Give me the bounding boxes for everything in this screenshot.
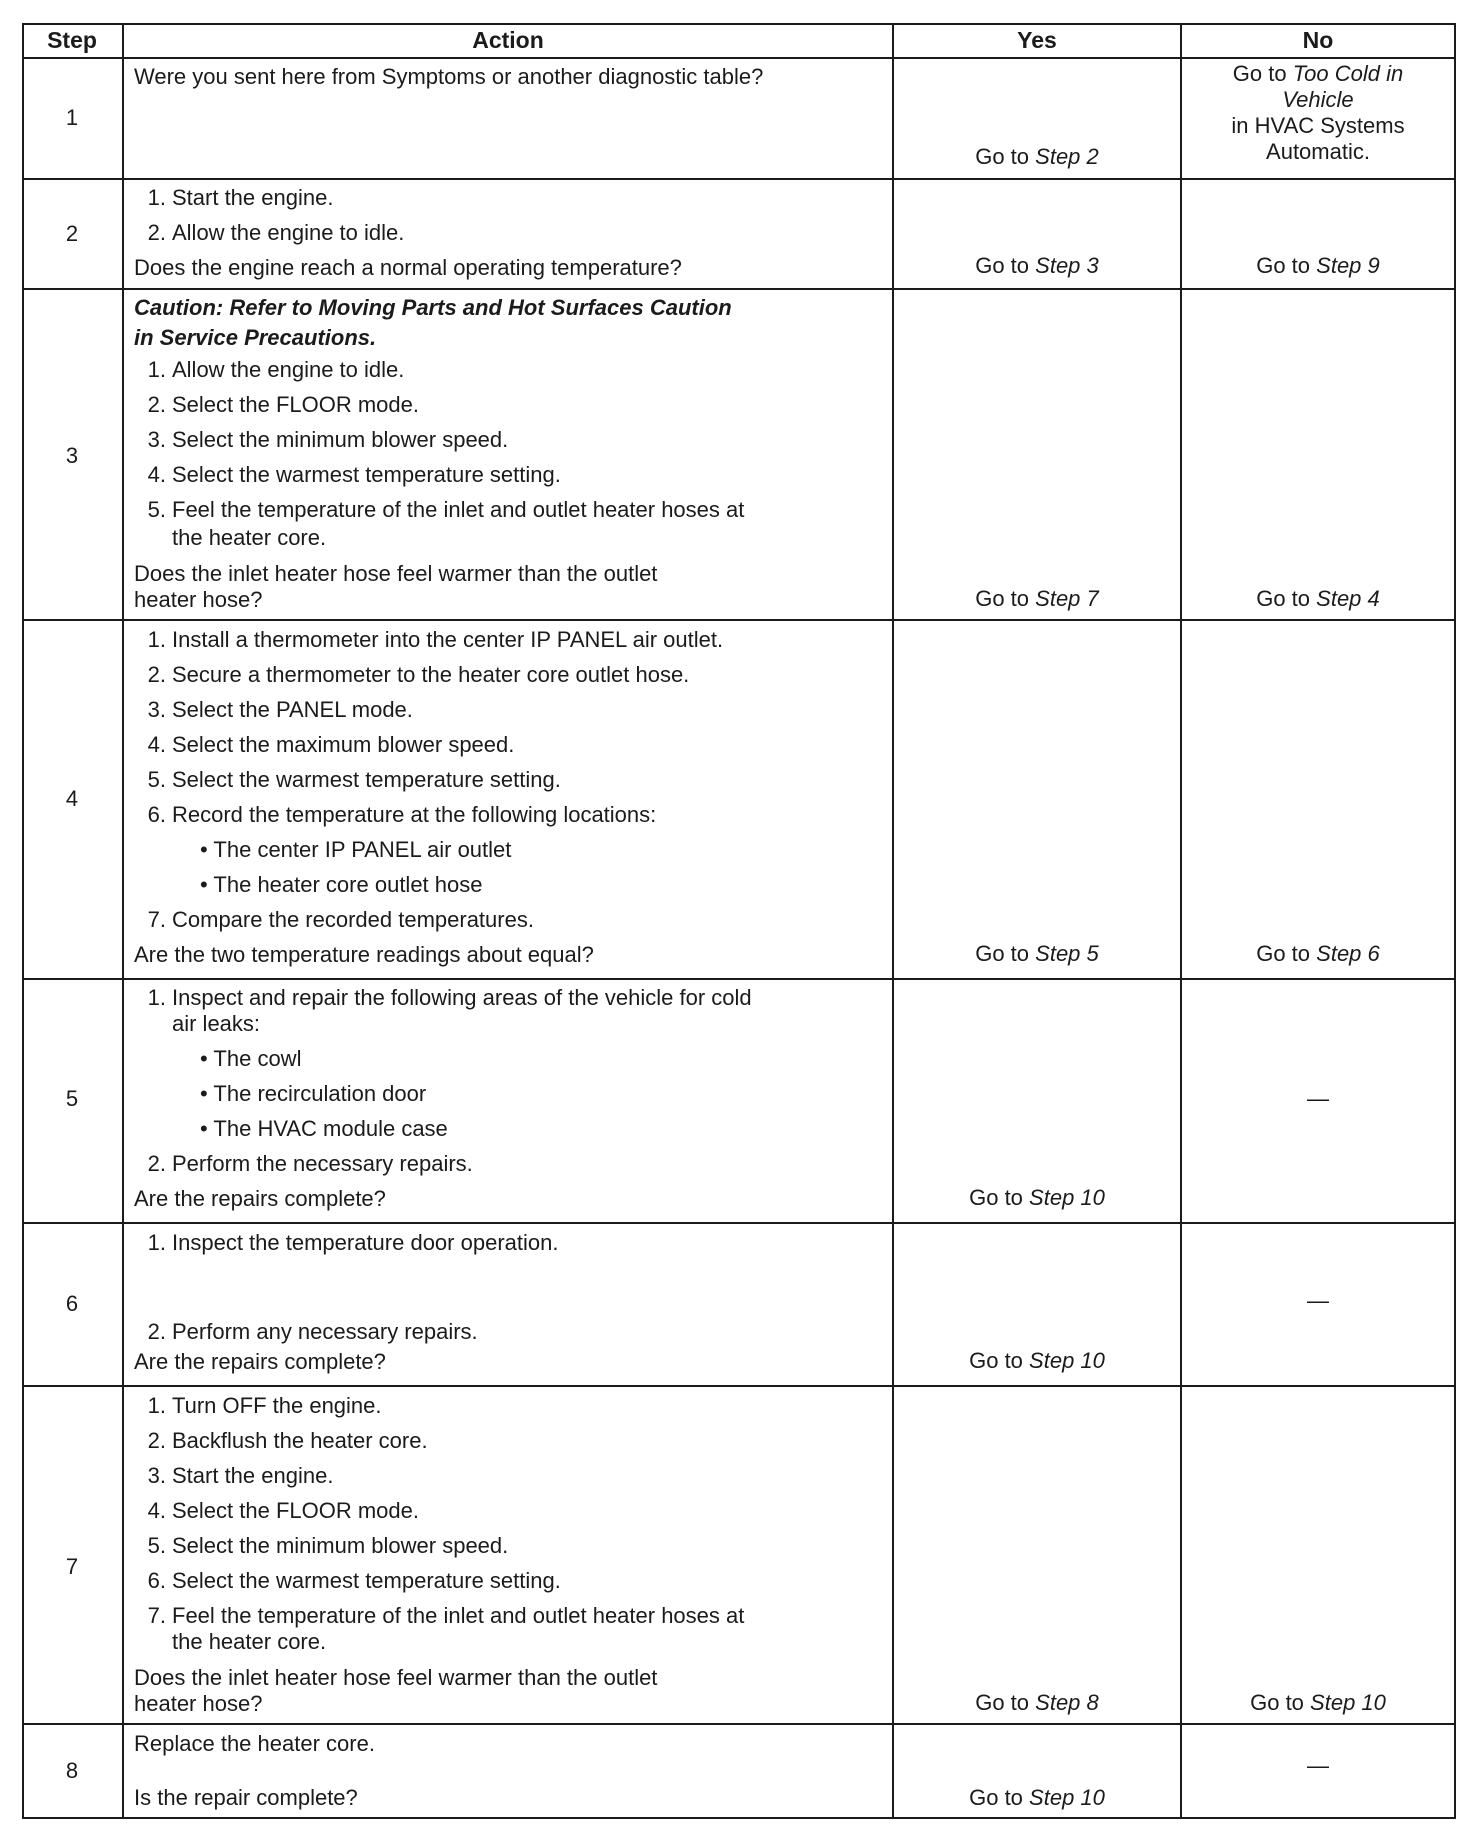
- no-cell: [1182, 941, 1454, 967]
- list-item: 3. Start the engine.: [147, 1463, 334, 1488]
- bullet-item: • The HVAC module case: [200, 1116, 448, 1141]
- row-divider: [22, 1385, 1456, 1387]
- list-item-continued: air leaks:: [172, 1011, 261, 1036]
- no-cell: [1182, 586, 1454, 612]
- go-to-label: Go to: [1256, 941, 1311, 966]
- yes-step-link[interactable]: Step 10: [1029, 1348, 1105, 1373]
- list-item-continued: the heater core.: [172, 525, 327, 550]
- yes-step-link[interactable]: Step 10: [1029, 1785, 1105, 1810]
- list-item-continued: the heater core.: [172, 1629, 327, 1654]
- header-yes: Yes: [1017, 26, 1057, 53]
- row-divider: [22, 978, 1456, 980]
- list-item: 1. Turn OFF the engine.: [147, 1393, 382, 1418]
- caution-text: in Service Precautions.: [134, 325, 377, 350]
- no-cell: [1182, 61, 1454, 165]
- row-divider: [22, 1723, 1456, 1725]
- go-to-label: Go to: [1256, 253, 1311, 278]
- no-step-link[interactable]: Step 9: [1316, 253, 1380, 278]
- header-step: Step: [47, 26, 97, 53]
- step-number: 3: [65, 443, 79, 468]
- no-line: [1182, 87, 1454, 113]
- list-item: 2. Select the FLOOR mode.: [147, 392, 419, 417]
- list-item: 4. Select the maximum blower speed.: [147, 732, 515, 757]
- list-item: 6. Record the temperature at the following locations:: [147, 802, 657, 827]
- header-no: No: [1302, 26, 1334, 53]
- step-number: 2: [65, 221, 79, 246]
- list-item: 5. Feel the temperature of the inlet and outlet heater hoses at: [147, 497, 745, 522]
- bullet-item: • The center IP PANEL air outlet: [200, 837, 512, 862]
- no-cell: —: [1307, 1288, 1329, 1313]
- diagnostic-table: [22, 23, 1456, 1819]
- action-question: Are the two temperature readings about equal?: [134, 942, 594, 967]
- list-item: 6. Select the warmest temperature setting.: [147, 1568, 561, 1593]
- step-number: 1: [65, 105, 79, 130]
- list-item: 1. Start the engine.: [147, 185, 334, 210]
- list-item: 2. Backflush the heater core.: [147, 1428, 428, 1453]
- list-item: 7. Compare the recorded temperatures.: [147, 907, 534, 932]
- yes-cell: [894, 1348, 1180, 1374]
- go-to-label: Go to: [975, 144, 1030, 169]
- go-to-label: Go to: [975, 253, 1030, 278]
- yes-cell: [894, 941, 1180, 967]
- no-line: in HVAC Systems: [1231, 113, 1405, 138]
- action-question: Does the engine reach a normal operating temperature?: [134, 255, 682, 280]
- list-item: 3. Select the PANEL mode.: [147, 697, 413, 722]
- action-question: Were you sent here from Symptoms or another diagnostic table?: [134, 64, 764, 89]
- go-to-label: Go to: [969, 1785, 1023, 1810]
- list-item: 1. Allow the engine to idle.: [147, 357, 405, 382]
- yes-step-link[interactable]: Step 10: [1029, 1185, 1105, 1210]
- action-question: Are the repairs complete?: [134, 1349, 386, 1374]
- col-divider: [122, 23, 124, 1819]
- yes-cell: [894, 1185, 1180, 1211]
- yes-step-link[interactable]: Step 2: [1035, 144, 1099, 169]
- list-item: 5. Select the warmest temperature setting.: [147, 767, 561, 792]
- go-to-label: Go to: [969, 1185, 1023, 1210]
- go-to-label: Go to: [975, 586, 1030, 611]
- list-item: 4. Select the warmest temperature setting.: [147, 462, 561, 487]
- step-number: 7: [65, 1554, 79, 1579]
- no-cell: [1182, 1690, 1454, 1716]
- bullet-item: • The heater core outlet hose: [200, 872, 483, 897]
- row-divider: [22, 178, 1456, 180]
- yes-cell: [894, 586, 1180, 612]
- row-divider: [22, 1222, 1456, 1224]
- list-item: 2. Perform any necessary repairs.: [147, 1319, 478, 1344]
- no-line: Automatic.: [1266, 139, 1370, 164]
- yes-cell: [894, 144, 1180, 170]
- list-item: 4. Select the FLOOR mode.: [147, 1498, 419, 1523]
- list-item: 7. Feel the temperature of the inlet and outlet heater hoses at: [147, 1603, 745, 1628]
- no-step-link[interactable]: Step 4: [1316, 586, 1380, 611]
- go-to-label: Go to: [975, 1690, 1030, 1715]
- action-question: Does the inlet heater hose feel warmer than the outlet: [134, 1665, 658, 1690]
- no-cell: —: [1307, 1753, 1329, 1778]
- list-item: 2. Allow the engine to idle.: [147, 220, 405, 245]
- go-to-label: Go to: [1250, 1690, 1304, 1715]
- step-number: 5: [65, 1086, 79, 1111]
- caution-text: Caution: Refer to Moving Parts and Hot Surfaces Caution: [134, 295, 732, 320]
- step-number: 6: [65, 1291, 79, 1316]
- list-item: 2. Perform the necessary repairs.: [147, 1151, 473, 1176]
- yes-step-link[interactable]: Step 5: [1035, 941, 1099, 966]
- list-item: 5. Select the minimum blower speed.: [147, 1533, 509, 1558]
- header-divider: [22, 57, 1456, 59]
- row-divider: [22, 619, 1456, 621]
- no-step-link[interactable]: Step 6: [1316, 941, 1380, 966]
- action-question: Does the inlet heater hose feel warmer than the outlet: [134, 561, 658, 586]
- no-cell: —: [1307, 1086, 1329, 1111]
- list-item: 1. Inspect and repair the following areas of the vehicle for cold: [147, 985, 752, 1010]
- no-line: [1182, 61, 1454, 87]
- table-border-bottom: [22, 1817, 1456, 1819]
- step-number: 4: [65, 786, 79, 811]
- go-to-label: Go to: [1232, 61, 1287, 86]
- no-doc-link-cont[interactable]: Vehicle: [1282, 87, 1354, 112]
- list-item: 1. Install a thermometer into the center IP PANEL air outlet.: [147, 627, 724, 652]
- yes-step-link[interactable]: Step 3: [1035, 253, 1099, 278]
- no-cell: [1182, 253, 1454, 279]
- go-to-label: Go to: [975, 941, 1030, 966]
- row-divider: [22, 288, 1456, 290]
- step-number: 8: [65, 1758, 79, 1783]
- col-divider: [892, 23, 894, 1819]
- list-item: 3. Select the minimum blower speed.: [147, 427, 509, 452]
- header-action: Action: [472, 26, 544, 53]
- no-step-link[interactable]: Step 10: [1310, 1690, 1386, 1715]
- yes-step-link[interactable]: Step 8: [1035, 1690, 1099, 1715]
- table-border-left: [22, 23, 24, 1819]
- no-doc-link[interactable]: Too Cold in: [1292, 61, 1404, 86]
- col-divider: [1180, 23, 1182, 1819]
- yes-cell: [894, 1690, 1180, 1716]
- yes-step-link[interactable]: Step 7: [1035, 586, 1099, 611]
- list-item: 1. Inspect the temperature door operation.: [147, 1230, 559, 1255]
- list-item: 2. Secure a thermometer to the heater core outlet hose.: [147, 662, 690, 687]
- go-to-label: Go to: [969, 1348, 1023, 1373]
- action-question: Are the repairs complete?: [134, 1186, 386, 1211]
- bullet-item: • The cowl: [200, 1046, 302, 1071]
- action-question: Is the repair complete?: [134, 1785, 358, 1810]
- bullet-item: • The recirculation door: [200, 1081, 427, 1106]
- yes-cell: [894, 1785, 1180, 1811]
- action-question: heater hose?: [134, 1691, 263, 1716]
- yes-cell: [894, 253, 1180, 279]
- action-question: heater hose?: [134, 587, 263, 612]
- table-border-right: [1454, 23, 1456, 1819]
- go-to-label: Go to: [1256, 586, 1311, 611]
- action-text: Replace the heater core.: [134, 1731, 375, 1756]
